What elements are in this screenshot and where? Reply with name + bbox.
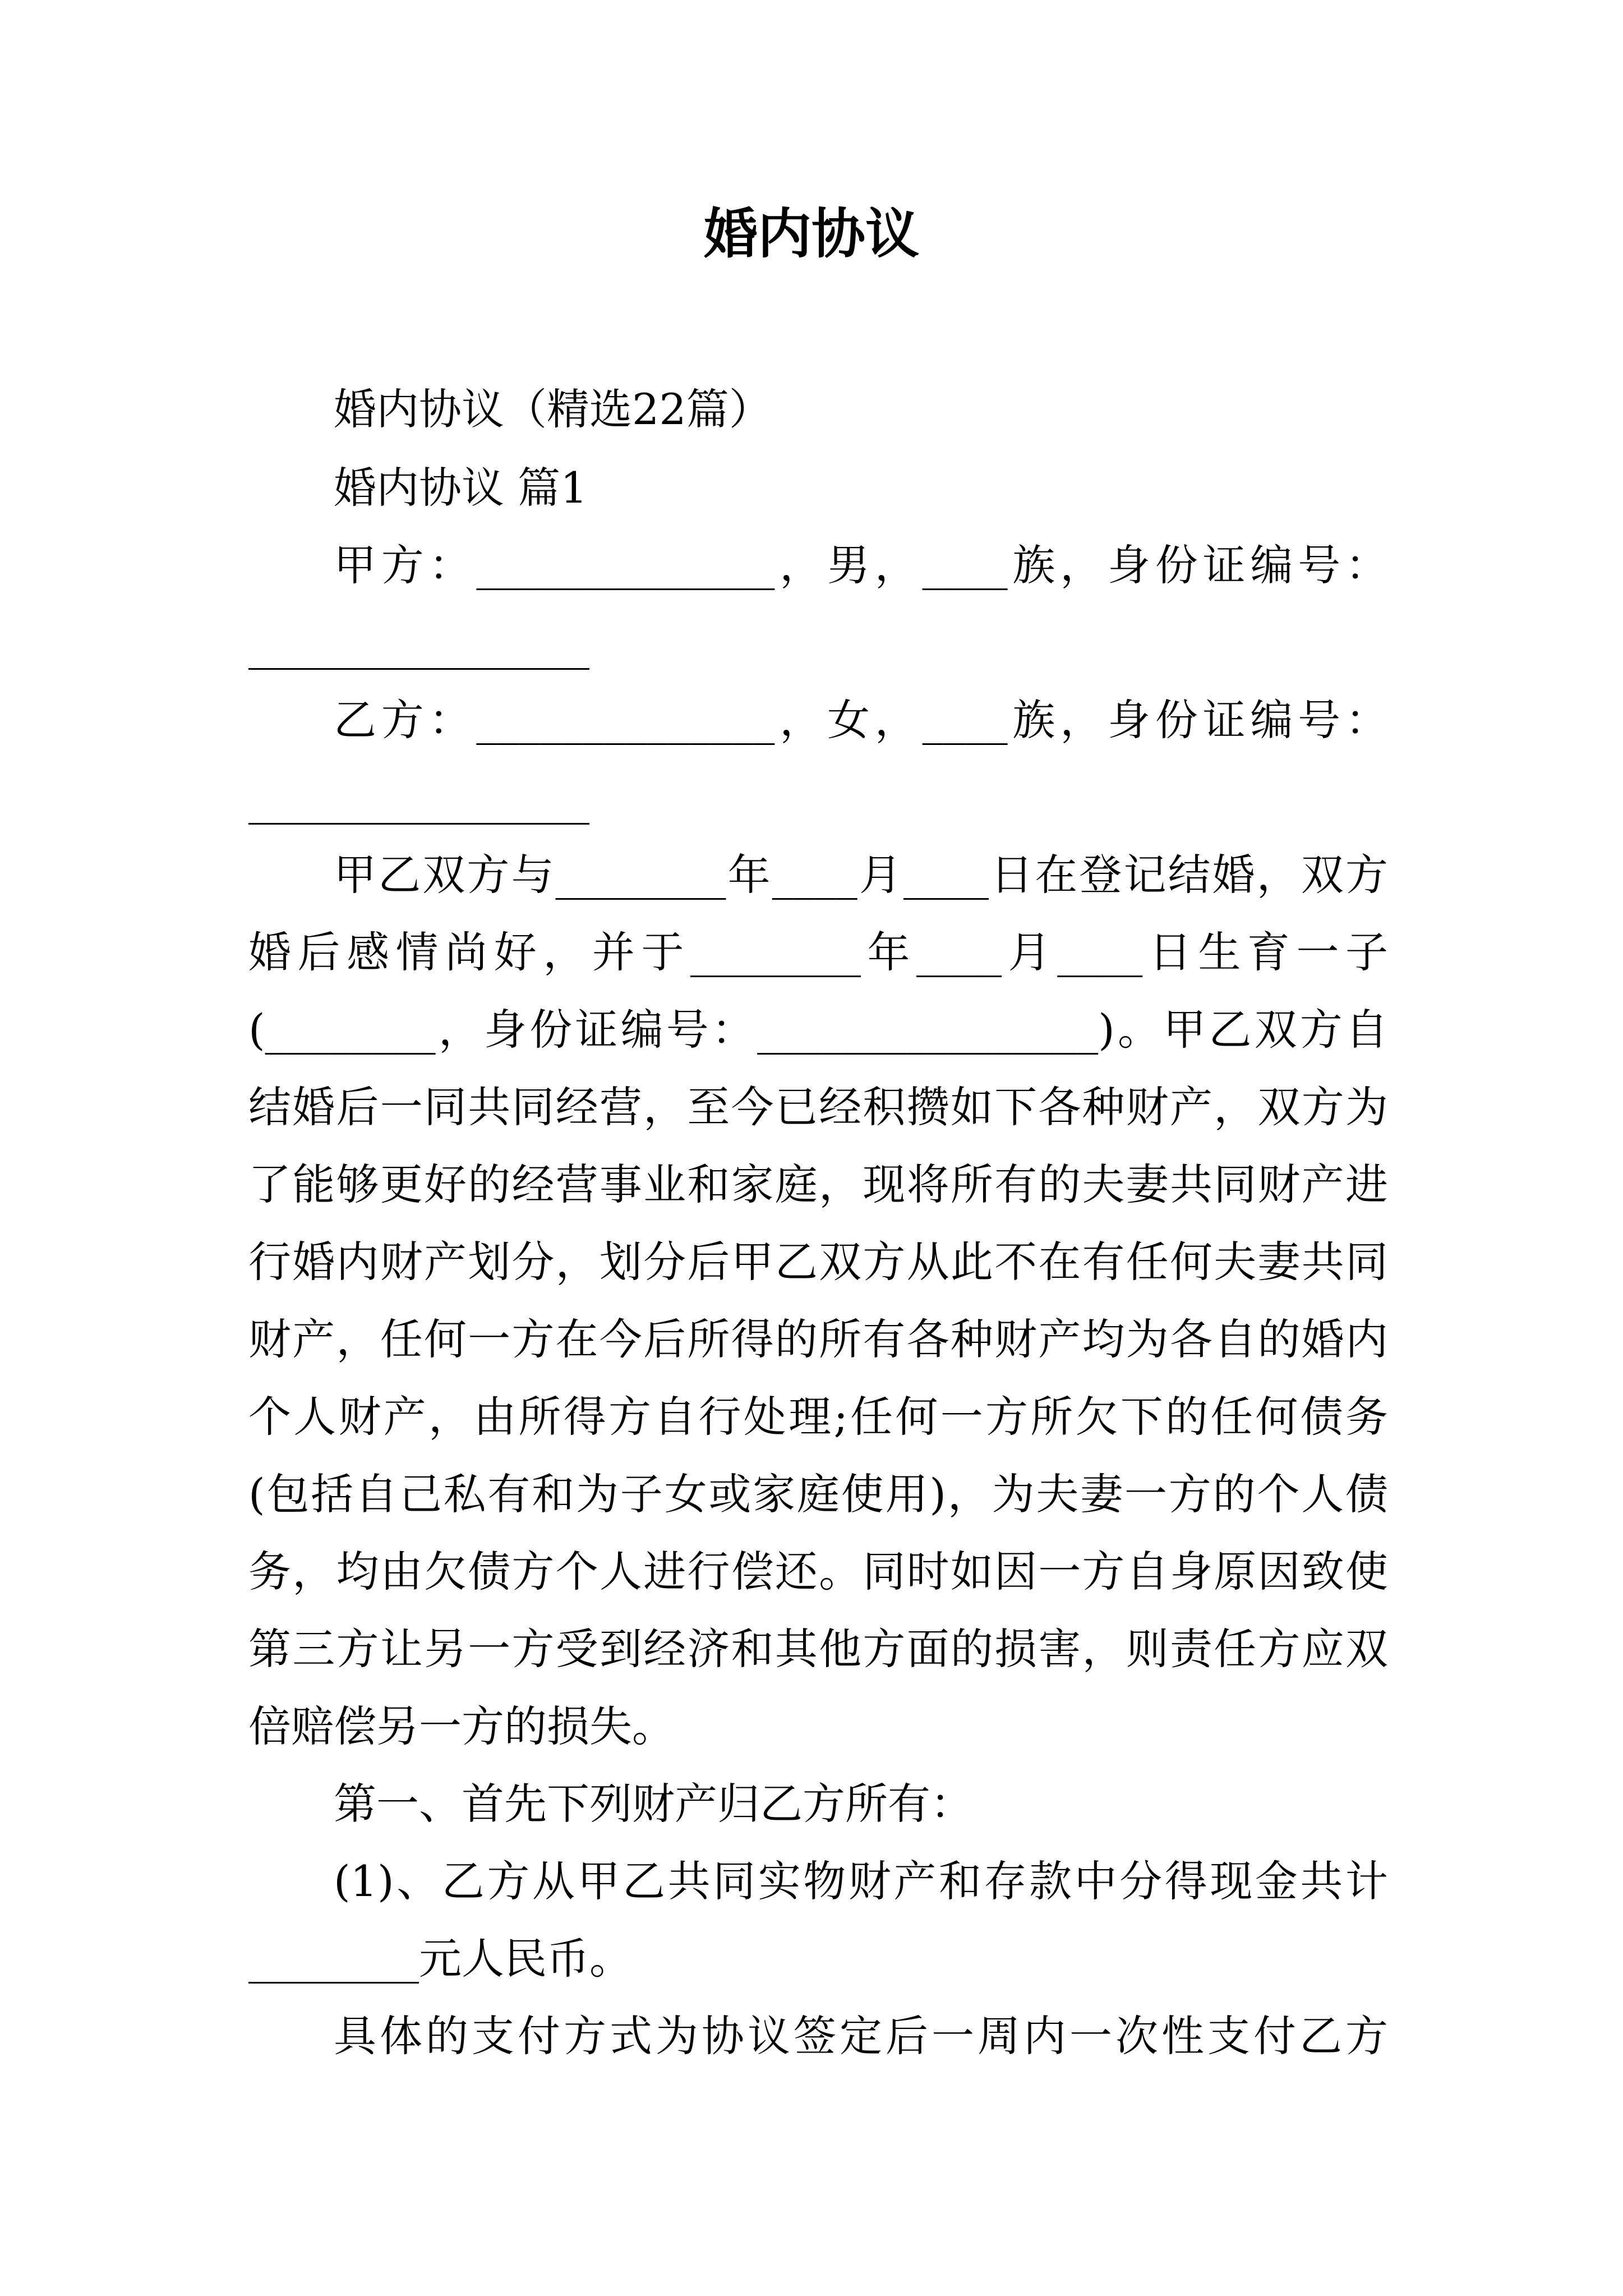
party-a-line: 甲方：______________，男，____族，身份证编号：: [334, 540, 1388, 590]
paragraph-line: 行婚内财产划分，划分后甲乙双方从此不在有任何夫妻共同: [248, 1237, 1388, 1287]
party-a-id-blank: ________________: [248, 620, 589, 670]
clause-item: ________元人民币。: [248, 1934, 632, 1984]
doc-subtitle: 婚内协议（精选22篇）: [334, 384, 772, 434]
paragraph-line: 倍赔偿另一方的损失。: [248, 1701, 675, 1751]
paragraph-line: 婚后感情尚好，并于________年____月____日生育一子: [248, 927, 1388, 977]
document-title: 婚内协议: [704, 202, 919, 265]
paragraph-line: (________，身份证编号：________________)。甲乙双方自: [248, 1005, 1388, 1055]
paragraph-line: 财产，任何一方在今后所得的所有各种财产均为各自的婚内: [248, 1314, 1388, 1364]
party-b-id-blank: ________________: [248, 775, 589, 825]
doc-section-heading: 婚内协议 篇1: [334, 463, 588, 513]
clause-item: (1)、乙方从甲乙共同实物财产和存款中分得现金共计: [334, 1856, 1388, 1906]
paragraph-line: 了能够更好的经营事业和家庭，现将所有的夫妻共同财产进: [248, 1159, 1388, 1209]
paragraph-line: 第三方让另一方受到经济和其他方面的损害，则责任方应双: [248, 1624, 1388, 1674]
paragraph-line: (包括自己私有和为子女或家庭使用)，为夫妻一方的个人债: [248, 1469, 1388, 1519]
paragraph-line: 甲乙双方与________年____月____日在登记结婚，双方: [334, 850, 1388, 900]
paragraph-line: 务，均由欠债方个人进行偿还。同时如因一方自身原因致使: [248, 1547, 1388, 1596]
paragraph-line: 个人财产，由所得方自行处理;任何一方所欠下的任何债务: [248, 1392, 1388, 1442]
paragraph-line: 具体的支付方式为协议签定后一周内一次性支付乙方: [334, 2011, 1388, 2061]
party-b-line: 乙方：______________，女，____族，身份证编号：: [334, 695, 1388, 745]
clause-heading: 第一、首先下列财产归乙方所有：: [334, 1779, 973, 1829]
paragraph-line: 结婚后一同共同经营，至今已经积攒如下各种财产，双方为: [248, 1082, 1388, 1132]
